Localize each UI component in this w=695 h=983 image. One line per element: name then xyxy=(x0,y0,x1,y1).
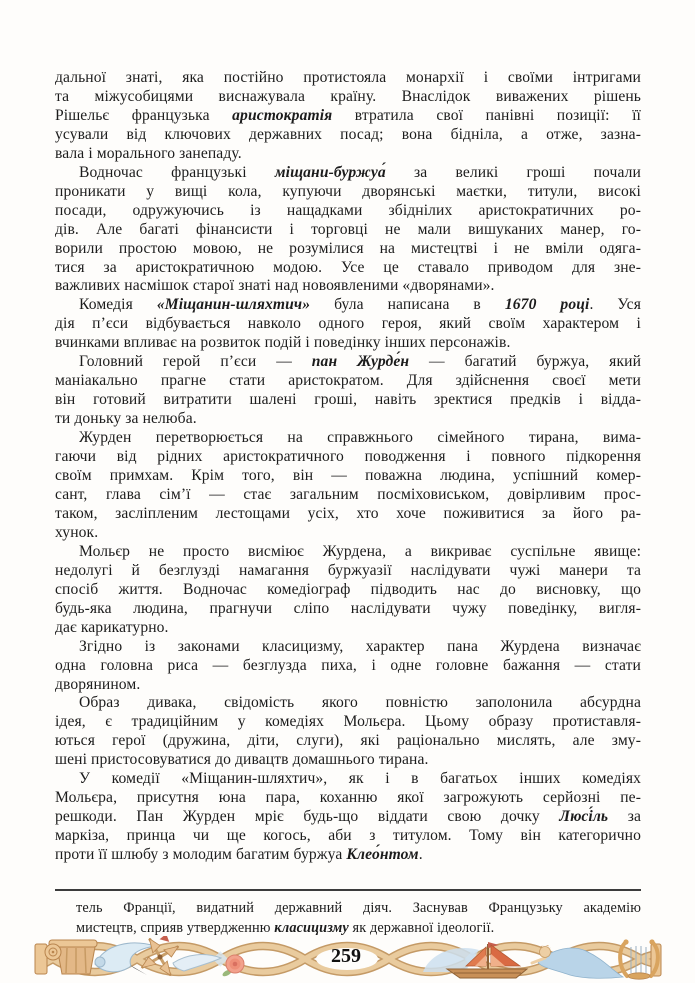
paragraph xyxy=(55,353,641,429)
text-line: вчинками впливає на розвиток подій і поведінку інших персонажів. xyxy=(55,334,511,352)
text-line: дія п’єси відбувається навколо одного героя, який своїм характером і xyxy=(55,315,641,333)
text-line: шені пристосовуватися до дивацтв домашнього тирана. xyxy=(55,751,429,769)
paragraph xyxy=(55,164,641,297)
text-line: своїм примхам. Крім того, він — поважна людина, успішний комер- xyxy=(55,467,641,485)
footnote-separator xyxy=(55,889,641,891)
text-line: тель Франції, видатний державний діяч. Заснував Французьку академію xyxy=(76,900,641,916)
emphasis-text: Клео́нтом xyxy=(346,846,419,864)
emphasis-text: аристократія xyxy=(232,106,333,124)
text-line: усували від ключових державних посад; вона бідніла, а отже, зазна- xyxy=(55,125,641,143)
emphasis-text: Люсі́ль xyxy=(559,808,609,826)
text-line: ідея, є традиційним у комедіях Мольєра. Цьому образу протиставля- xyxy=(55,713,641,731)
text-line: У комедії «Міщанин-шляхтич», як і в багатьох інших комедіях xyxy=(79,770,641,788)
text-line: Комедія «Міщанин-шляхтич» була написана в 1670 році. Уся xyxy=(79,296,641,314)
text-line: та міжусобицями виснажувала країну. Внаслідок виважених рішень xyxy=(55,87,641,105)
emphasis-text: класицизму xyxy=(274,919,349,936)
text-line: вала і морального занепаду. xyxy=(55,144,242,162)
text-line: Мольєр не просто висміює Журдена, а викриває суспільне явище: xyxy=(79,542,641,560)
text-line: сант, глава сім’ї — стає загальним посміховиськом, довірливим прос- xyxy=(55,485,641,503)
text-line: важливих насмішок старої знаті над новоявленими «дворянами». xyxy=(55,277,495,295)
paragraph xyxy=(55,694,641,770)
paragraph xyxy=(55,638,641,695)
text-line: Рішельє французька аристократія втратила свої панівні позиції: її xyxy=(55,106,641,124)
text-line: ти доньку за нелюба. xyxy=(55,410,197,428)
emphasis-text: міщани-буржуа́ xyxy=(274,163,386,181)
text-line: мистецтв, сприяв утвердженню класицизму як державної ідеології. xyxy=(76,919,495,936)
paragraph xyxy=(55,770,641,865)
text-line: ворили простою мовою, не розумілися на мистецтві і не вміли одяга- xyxy=(55,239,641,257)
text-line: Головний герой п’єси — пан Журде́н — багатий буржуа, який xyxy=(79,353,642,371)
emphasis-text: 1670 році xyxy=(504,296,590,314)
paragraph xyxy=(55,543,641,638)
text-line: Образ дивака, свідомість якого повністю заполонила абсурдна xyxy=(79,694,641,712)
text-line: одна головна риса — безглузда пиха, і одне головне бажання — стати xyxy=(55,656,641,674)
paragraph xyxy=(55,69,641,164)
text-line: решкоди. Пан Журден мріє будь-що віддати свою дочку Люсі́ль за xyxy=(55,808,641,826)
text-line: хунок. xyxy=(55,523,99,541)
paragraph xyxy=(55,296,641,353)
text-line: будь-яка людина, прагнучи сліпо наслідувати чужу поведінку, вигля- xyxy=(55,599,641,617)
text-line: таком, засліпленим лестощами усіх, хто хоче поживитися за його ра- xyxy=(55,504,641,522)
text-line: дає карикатурно. xyxy=(55,618,169,636)
emphasis-text: «Міщанин-шляхтич» xyxy=(156,296,311,314)
text-line: проти її шлюбу з молодим багатим буржуа Клео́нтом. xyxy=(55,846,423,864)
text-line: Водночас французькі міщани-буржуа́ за великі гроші почали xyxy=(79,163,641,181)
text-line: ються герої (дружина, діти, слуги), які раціонально мислять, але зму- xyxy=(55,732,641,750)
text-line: Згідно із законами класицизму, характер пана Журдена визначає xyxy=(79,637,641,655)
text-line: проникати у вищі кола, купуючи дворянські маєтки, титули, високі xyxy=(55,182,641,200)
text-line: маніакально прагне стати аристократом. Для здійснення своєї мети xyxy=(55,372,641,390)
text-line: гаючи від рідних аристократичного поводження і повного підкорення xyxy=(55,448,641,466)
text-line: дів. Але багаті фінансисти і торговці не мали вишуканих манер, го- xyxy=(55,220,641,238)
text-line: спосіб життя. Водночас комедіограф підводить нас до висновку, що xyxy=(55,580,641,598)
footnote xyxy=(76,899,641,938)
paragraph xyxy=(55,429,641,543)
text-line: Журден перетворюється на справжнього сімейного тирана, вима- xyxy=(79,429,641,447)
body-text xyxy=(55,69,641,865)
text-line: маркіза, принца чи ще когось, аби з титулом. Тому він категорично xyxy=(55,827,641,845)
text-line: він готовий витратити шалені гроші, навіть зректися предків і відда- xyxy=(55,391,641,409)
text-line: посади, одружуючись із нащадками збіднілих аристократичних ро- xyxy=(55,201,641,219)
text-line: Мольєра, присутня юна пара, коханню якої загрожують серйозні пе- xyxy=(55,789,641,807)
text-line: тися за аристократичною модою. Усе це ставало приводом для зне- xyxy=(55,258,641,276)
footer-banner xyxy=(33,936,663,983)
emphasis-text: пан Журде́н xyxy=(311,353,410,371)
text-line: дворянином. xyxy=(55,675,141,693)
text-line: дальної знаті, яка постійно протистояла монархії і своїми інтригами xyxy=(55,69,641,86)
text-line: недолугі й безглузді намагання буржуазії наслідувати чужі манери та xyxy=(55,561,641,579)
page-number: 259 xyxy=(331,945,361,967)
